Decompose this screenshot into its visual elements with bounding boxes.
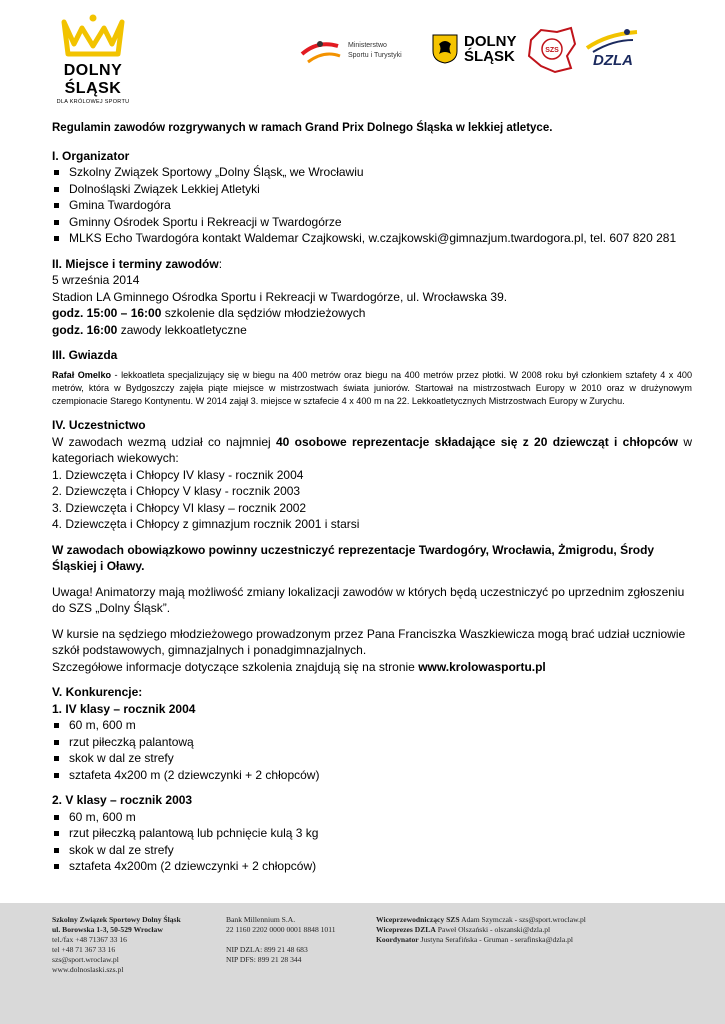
group-title: 1. IV klasy – rocznik 2004 — [52, 701, 196, 716]
logo-tagline: DLA KRÓLOWEJ SPORTU — [56, 99, 130, 105]
schedule-line-2: godz. 16:00 zawody lekkoatletyczne — [52, 322, 247, 337]
event-venue: Stadion LA Gminnego Ośrodka Sportu i Rekreacji w Twardogórze, ul. Wrocławska 39. — [52, 289, 508, 304]
list-item: skok w dal ze strefy — [52, 750, 692, 767]
list-item: 1. Dziewczęta i Chłopcy IV klasy - rocznik 2004 — [52, 467, 304, 482]
section-events-heading: V. Konkurencje: — [52, 685, 143, 700]
runner-icon — [583, 28, 643, 54]
mandatory-teams: W zawodach obowiązkowo powinny uczestniczyć reprezentacje Twardogóry, Wrocławia, Żmigrodu, Środy Śląskiej i Oławy. — [52, 542, 655, 574]
star-description: Rafał Omelko - lekkoatleta specjalizujący się w biegu na 400 metrów oraz biegu na 400 metrów przez płotki. W 2008 roku był członkiem sztafety 4 x 400 metrów, która w Bydgoszczy zajęła piąte miejsce w mistrzostwach świata juniorów. Startował na mistrzostwach Europy w 2010 oraz w drużynowym czempionacie Starego Kontynentu. W 2014 zajął 3. miejsce w sztafecie 4 x 400 m na 22. Lekkoatletycznych Mistrzostwach Europy w Zurychu. — [52, 369, 692, 406]
section-star-heading: III. Gwiazda — [52, 348, 118, 362]
list-item: sztafeta 4x200m (2 dziewczynki + 2 chłopców) — [52, 858, 692, 875]
list-item: Gminny Ośrodek Sportu i Rekreacji w Twardogórze — [52, 214, 692, 231]
list-item: Gmina Twardogóra — [52, 197, 692, 214]
dzla-text: DZLA — [593, 52, 633, 69]
list-item: 4. Dziewczęta i Chłopcy z gimnazjum rocznik 2001 i starsi — [52, 517, 360, 532]
group-title: 2. V klasy – rocznik 2003 — [52, 793, 193, 808]
dolny-slask-logo — [38, 14, 148, 106]
dolny-slask-region-logo — [430, 32, 520, 66]
list-item: 60 m, 600 m — [52, 717, 692, 734]
footer-officials: Wiceprzewodniczący SZS Adam Szymczak - szs@sport.wroclaw.pl Wiceprezes DZLA Paweł Olszański - olszanski@dzla.pl Koordynator Justyna Serafińska - Gruman - serafinska@dzla.pl — [376, 915, 586, 944]
ministry-line2: Sportu i Turystyki — [348, 52, 402, 59]
ds-line2: ŚLĄSK — [464, 48, 515, 65]
szs-map-icon — [527, 26, 577, 74]
list-item: rzut piłeczką palantową — [52, 734, 692, 751]
coat-of-arms-icon — [432, 34, 458, 64]
events-list — [52, 809, 692, 875]
section-place-heading: II. Miejsce i terminy zawodów: — [52, 256, 223, 271]
course-paragraph: W kursie na sędziego młodzieżowego prowadzonym przez Pana Franciszka Waszkiewicza mogą brać udział uczniowie szkół podstawowych, gimnazjalnych i ponadgimnazjalnych. — [52, 626, 686, 658]
list-item: skok w dal ze strefy — [52, 842, 692, 859]
logo-name: DOLNY ŚLĄSK — [63, 62, 123, 97]
footer-bank: Bank Millennium S.A. 22 1160 2202 0000 0001 8848 1011 NIP DZLA: 899 21 48 683 NIP DFS: 899 21 28 344 — [226, 915, 336, 964]
participation-intro: W zawodach wezmą udział co najmniej 40 osobowe reprezentacje składające się z 20 dziewcząt i chłopców w kategoriach wiekowych: — [52, 434, 692, 466]
list-item: MLKS Echo Twardogóra kontakt Waldemar Czajkowski, w.czajkowski@gimnazjum.twardogora.pl, tel. 607 820 281 — [52, 230, 692, 247]
document-title: Regulamin zawodów rozgrywanych w ramach Grand Prix Dolnego Śląska w lekkiej atletyce. — [52, 122, 553, 134]
dzla-logo — [583, 28, 643, 72]
section-organizer-heading: I. Organizator — [52, 148, 130, 163]
organizer-list — [52, 164, 692, 247]
details-paragraph: Szczegółowe informacje dotyczące szkolenia znajdują się na stronie www.krolowasportu.pl — [52, 659, 546, 674]
footer-contact: Szkolny Związek Sportowy Dolny Śląsk ul. Borowska 1-3, 50-529 Wrocław tel./fax +48 71367 33 16 tel +48 71 367 33 16 szs@sport.wroclaw.pl www.dolnoslaski.szs.pl — [52, 915, 181, 974]
schedule-line-1: godz. 15:00 – 16:00 szkolenie dla sędziów młodzieżowych — [52, 306, 366, 320]
categories-list — [52, 467, 692, 533]
events-list — [52, 717, 692, 783]
list-item: 60 m, 600 m — [52, 809, 692, 826]
list-item: 3. Dziewczęta i Chłopcy VI klasy – rocznik 2002 — [52, 500, 307, 515]
list-item: 2. Dziewczęta i Chłopcy V klasy - rocznik 2003 — [52, 484, 301, 499]
crown-icon — [58, 14, 128, 60]
event-date: 5 września 2014 — [52, 273, 140, 287]
section-participation-heading: IV. Uczestnictwo — [52, 418, 146, 433]
website-link[interactable]: www.krolowasportu.pl — [418, 659, 546, 674]
list-item: Dolnośląski Związek Lekkiej Atletyki — [52, 181, 692, 198]
document-body — [52, 120, 692, 875]
note-paragraph: Uwaga! Animatorzy mają możliwość zmiany lokalizacji zawodów w których będą uczestniczyć po uprzednim zgłoszeniu do SZS „Dolny Śląsk”. — [52, 584, 685, 616]
szs-text: SZS — [545, 47, 559, 54]
list-item: rzut piłeczką palantową lub pchnięcie kulą 3 kg — [52, 825, 692, 842]
ds-line1: DOLNY — [464, 33, 517, 50]
page-footer — [0, 903, 725, 1024]
szs-logo — [527, 26, 577, 74]
ministry-logo — [298, 36, 418, 70]
ministry-swoosh-icon — [298, 36, 344, 70]
list-item: Szkolny Związek Sportowy „Dolny Śląsk„ we Wrocławiu — [52, 164, 692, 181]
list-item: sztafeta 4x200 m (2 dziewczynki + 2 chłopców) — [52, 767, 692, 784]
ministry-line1: Ministerstwo — [348, 42, 387, 49]
